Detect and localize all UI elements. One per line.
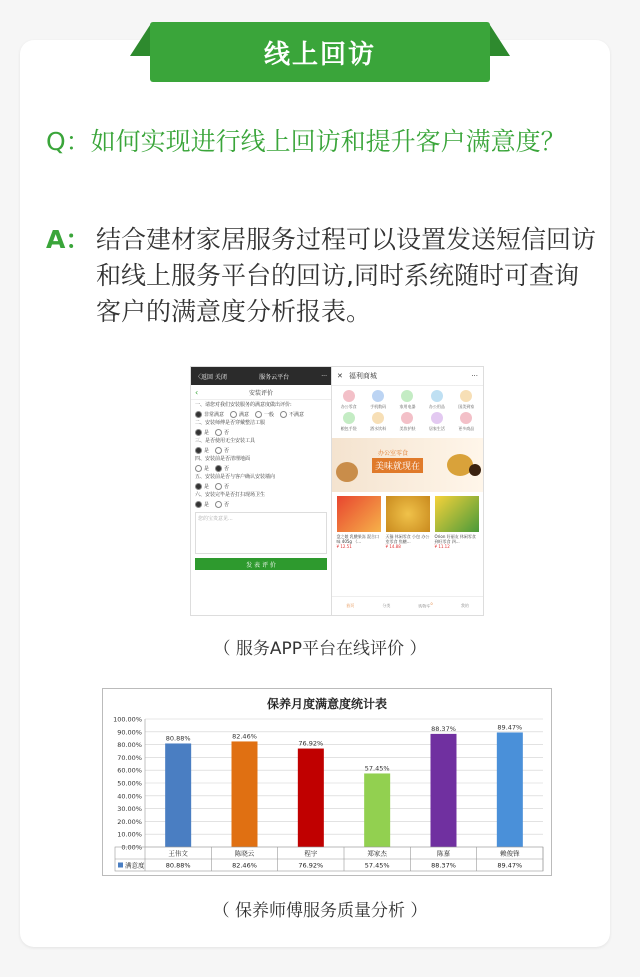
section-ribbon bbox=[130, 22, 510, 82]
more-icon[interactable]: ··· bbox=[321, 372, 327, 380]
data-label: 89.47% bbox=[497, 723, 523, 732]
promo-banner[interactable] bbox=[332, 438, 483, 492]
radio-option[interactable]: 一般 bbox=[255, 411, 274, 418]
phone-mall-screen bbox=[332, 367, 483, 615]
legend-swatch bbox=[118, 863, 123, 868]
category-item[interactable]: 居家生活 bbox=[423, 412, 450, 432]
bar bbox=[165, 743, 191, 847]
radio-yes[interactable]: 是 bbox=[195, 429, 209, 436]
data-label: 57.45% bbox=[364, 764, 390, 773]
app-screenshots bbox=[190, 366, 484, 616]
x-tick-label: 赖俊锋 bbox=[500, 849, 520, 858]
radio-no[interactable]: 否 bbox=[215, 501, 229, 508]
radio-no[interactable]: 否 bbox=[215, 429, 229, 436]
answer-text: 结合建材家居服务过程可以设置发送短信回访和线上服务平台的回访,同时系统随时可查询客户的满意度分析报表。 bbox=[96, 225, 597, 326]
chart-title: 保养月度满意度统计表 bbox=[266, 697, 387, 711]
x-tick-label: 程宇 bbox=[304, 849, 318, 858]
data-label: 82.46% bbox=[232, 732, 257, 741]
question-4: 四、安装前是否清理地面 bbox=[195, 456, 251, 462]
bar bbox=[298, 749, 324, 847]
question-5: 五、安装前是否与客户确认安装墙向 bbox=[195, 474, 276, 480]
bar bbox=[364, 773, 390, 847]
back-close-link[interactable]: 〈返回 关闭 bbox=[195, 373, 227, 381]
category-item[interactable]: 手机数码 bbox=[364, 390, 391, 410]
x-tick-label: 陈晓云 bbox=[234, 849, 255, 858]
product-image bbox=[386, 496, 430, 532]
radio-no[interactable]: 否 bbox=[215, 447, 229, 454]
table-value: 80.88% bbox=[165, 861, 191, 870]
data-label: 80.88% bbox=[165, 734, 191, 743]
category-item[interactable]: 家用电器 bbox=[394, 390, 421, 410]
table-value: 57.45% bbox=[364, 861, 390, 870]
radio-yes[interactable]: 是 bbox=[195, 483, 209, 490]
coffee-cup-image bbox=[469, 464, 481, 476]
cart-badge: 0 bbox=[430, 602, 433, 607]
bottom-nav bbox=[332, 596, 483, 615]
chart-svg bbox=[103, 689, 551, 875]
phone1-subtitle: 安装评价 bbox=[248, 389, 273, 397]
x-tick-label: 陈嘉 bbox=[437, 849, 450, 858]
product-price: ¥ 12.51 bbox=[336, 544, 352, 549]
radio-yes[interactable]: 是 bbox=[195, 501, 209, 508]
satisfaction-chart bbox=[102, 688, 552, 876]
bar bbox=[497, 732, 523, 847]
radio-no[interactable]: 否 bbox=[215, 465, 229, 472]
phone2-title: 福利商城 bbox=[348, 372, 377, 380]
q1-options bbox=[191, 411, 331, 418]
y-tick-label: 20.00% bbox=[117, 817, 142, 826]
q3-options bbox=[191, 447, 331, 454]
y-tick-label: 30.00% bbox=[117, 805, 142, 814]
chart-caption: （ 保养师傅服务质量分析 ） bbox=[212, 901, 428, 921]
product-name: 天猫 休闲零食 小包 办公室零食 焦糖... bbox=[385, 534, 430, 544]
radio-yes[interactable]: 是 bbox=[195, 447, 209, 454]
answer-label: A： bbox=[46, 225, 91, 254]
x-tick-label: 郑家杰 bbox=[367, 849, 387, 858]
product-image bbox=[435, 496, 479, 532]
banner-big-text: 美味就现在 bbox=[372, 458, 423, 473]
product-name: 盘之娘 乳酸果冻 混合口味 405g （... bbox=[336, 534, 380, 544]
radio-option[interactable]: 满意 bbox=[230, 411, 249, 418]
q4-options bbox=[191, 465, 331, 472]
product-card[interactable] bbox=[435, 496, 479, 549]
app-caption: （ 服务APP平台在线评价 ） bbox=[213, 639, 427, 659]
legend-series-name: 满意度 bbox=[125, 861, 145, 870]
phone1-subheader bbox=[191, 385, 331, 400]
x-tick-label: 王伟文 bbox=[168, 849, 188, 858]
submit-evaluation-button[interactable]: 发 表 评 价 bbox=[195, 558, 327, 570]
radio-option[interactable]: 非常满意 bbox=[195, 411, 224, 418]
q6-options bbox=[191, 501, 331, 508]
y-tick-label: 100.00% bbox=[113, 715, 142, 724]
table-value: 82.46% bbox=[232, 861, 257, 870]
close-icon[interactable]: ✕ bbox=[337, 372, 343, 380]
ribbon-fold-right bbox=[488, 22, 510, 56]
nav-category[interactable]: 分类 bbox=[382, 603, 391, 608]
snack-image bbox=[336, 462, 358, 482]
question-1: 一、请您对我们安装服务的满意度做出评价: bbox=[195, 402, 292, 408]
y-tick-label: 0.00% bbox=[121, 843, 142, 852]
product-image bbox=[337, 496, 381, 532]
y-tick-label: 90.00% bbox=[117, 728, 142, 737]
product-card[interactable] bbox=[337, 496, 381, 549]
product-price: ¥ 14.88 bbox=[385, 544, 401, 549]
bar bbox=[431, 734, 457, 847]
category-grid bbox=[332, 386, 483, 436]
y-tick-label: 10.00% bbox=[117, 830, 142, 839]
category-item[interactable]: 粮包手袋 bbox=[335, 412, 362, 432]
phone1-title: 服务云平台 bbox=[259, 373, 290, 381]
category-item[interactable]: 更多商品 bbox=[453, 412, 480, 432]
ribbon-title: 线上回访 bbox=[150, 22, 490, 82]
more-icon[interactable]: ··· bbox=[471, 372, 478, 380]
category-item[interactable]: 办公用品 bbox=[423, 390, 450, 410]
question-text: Q：如何实现进行线上回访和提升客户满意度？ bbox=[46, 127, 566, 156]
phone1-titlebar bbox=[191, 367, 331, 385]
q2-options bbox=[191, 429, 331, 436]
nav-cart[interactable]: 购物车$^0$ bbox=[418, 602, 433, 609]
product-card[interactable] bbox=[386, 496, 430, 549]
data-label: 76.92% bbox=[298, 739, 324, 748]
q5-options bbox=[191, 483, 331, 490]
category-item[interactable]: 酒水饮料 bbox=[364, 412, 391, 432]
nav-home[interactable]: 首页 bbox=[346, 603, 355, 608]
product-list bbox=[332, 494, 483, 551]
question-2: 二、安装师傅是否穿戴整洁工服 bbox=[195, 420, 266, 426]
question-3: 三、是否使用无尘安装工具 bbox=[195, 438, 256, 444]
table-value: 89.47% bbox=[497, 861, 523, 870]
y-tick-label: 40.00% bbox=[117, 792, 142, 801]
phone2-titlebar bbox=[332, 367, 483, 386]
product-price: ¥ 11.12 bbox=[434, 544, 450, 549]
radio-option[interactable]: 不满意 bbox=[280, 411, 304, 418]
ribbon-fold-left bbox=[130, 22, 152, 56]
radio-yes[interactable]: 是 bbox=[195, 465, 209, 472]
y-tick-label: 60.00% bbox=[117, 766, 142, 775]
table-value: 88.37% bbox=[431, 861, 456, 870]
product-name: Orion 好丽友 休闲零食 到旺零食 四... bbox=[434, 534, 476, 544]
category-item[interactable]: 办公零食 bbox=[335, 390, 362, 410]
y-tick-label: 50.00% bbox=[117, 779, 142, 788]
radio-no[interactable]: 否 bbox=[215, 483, 229, 490]
nav-profile[interactable]: 我的 bbox=[460, 603, 469, 608]
category-item[interactable]: 美妆护肤 bbox=[394, 412, 421, 432]
chevron-left-icon[interactable]: ‹ bbox=[195, 387, 199, 397]
table-value: 76.92% bbox=[298, 861, 324, 870]
data-label: 88.37% bbox=[431, 724, 456, 733]
feedback-textarea[interactable]: 您的宝贵意见... bbox=[195, 512, 327, 554]
y-tick-label: 70.00% bbox=[117, 753, 142, 762]
banner-small-text: 办公室零食 bbox=[378, 450, 409, 457]
category-item[interactable]: 国美到家 bbox=[453, 390, 480, 410]
question-6: 六、安装完毕是否打扫现场卫生 bbox=[195, 492, 266, 498]
bar bbox=[232, 741, 258, 847]
y-tick-label: 80.00% bbox=[117, 741, 142, 750]
phone-evaluation-screen bbox=[191, 367, 332, 615]
